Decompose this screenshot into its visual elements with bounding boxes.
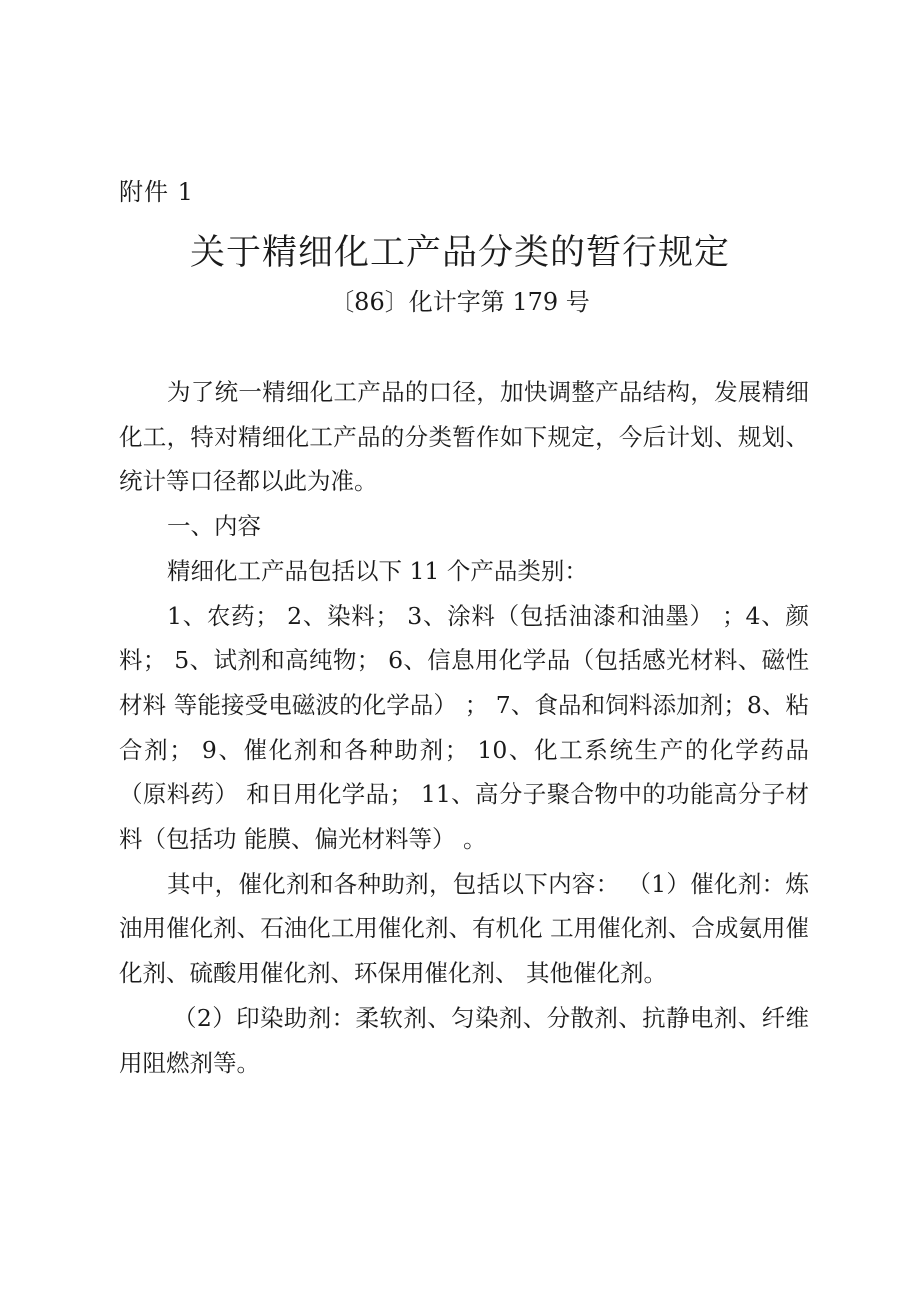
section-heading-content: 一、内容 [167, 512, 261, 541]
document-title: 关于精细化工产品分类的暂行规定 [189, 233, 730, 273]
category-count-paragraph: 精细化工产品包括以下 11 个产品类别： [167, 556, 588, 585]
catalyst-paragraph: 其中，催化剂和各种助剂，包括以下内容： （1）催化剂：炼油用催化剂、石油化工用催化剂、有机化 工用催化剂、合成氨用催化剂、硫酸用催化剂、环保用催化剂、 其他催化剂。 [119, 869, 809, 988]
document-number: 〔86〕化计字第 179 号 [330, 288, 590, 316]
intro-paragraph: 为了统一精细化工产品的口径，加快调整产品结构，发展精细化工，特对精细化工产品的分类暂作如下规定，今后计划、规划、统计等口径都以此为准。 [119, 378, 809, 496]
attachment-label: 附件 1 [119, 178, 194, 206]
dyeing-auxiliary-paragraph: （2）印染助剂：柔软剂、匀染剂、分散剂、抗静电剂、纤维用阻燃剂等。 [119, 1003, 809, 1077]
category-list-paragraph: 1、农药； 2、染料； 3、涂料（包括油漆和油墨） ；4、颜料； 5、试剂和高纯物； 6、信息用化学品（包括感光材料、磁性材料 等能接受电磁波的化学品） ； 7、食品和饲料添加剂；8、粘合剂； 9、催化剂和各种助剂； 10、化工系统生产的化学药品（原料药） 和日用化学品； 11、高分子聚合物中的功能高分子材料（包括功 能膜、偏光材料等） 。 [119, 601, 809, 854]
document-body [119, 370, 809, 1085]
